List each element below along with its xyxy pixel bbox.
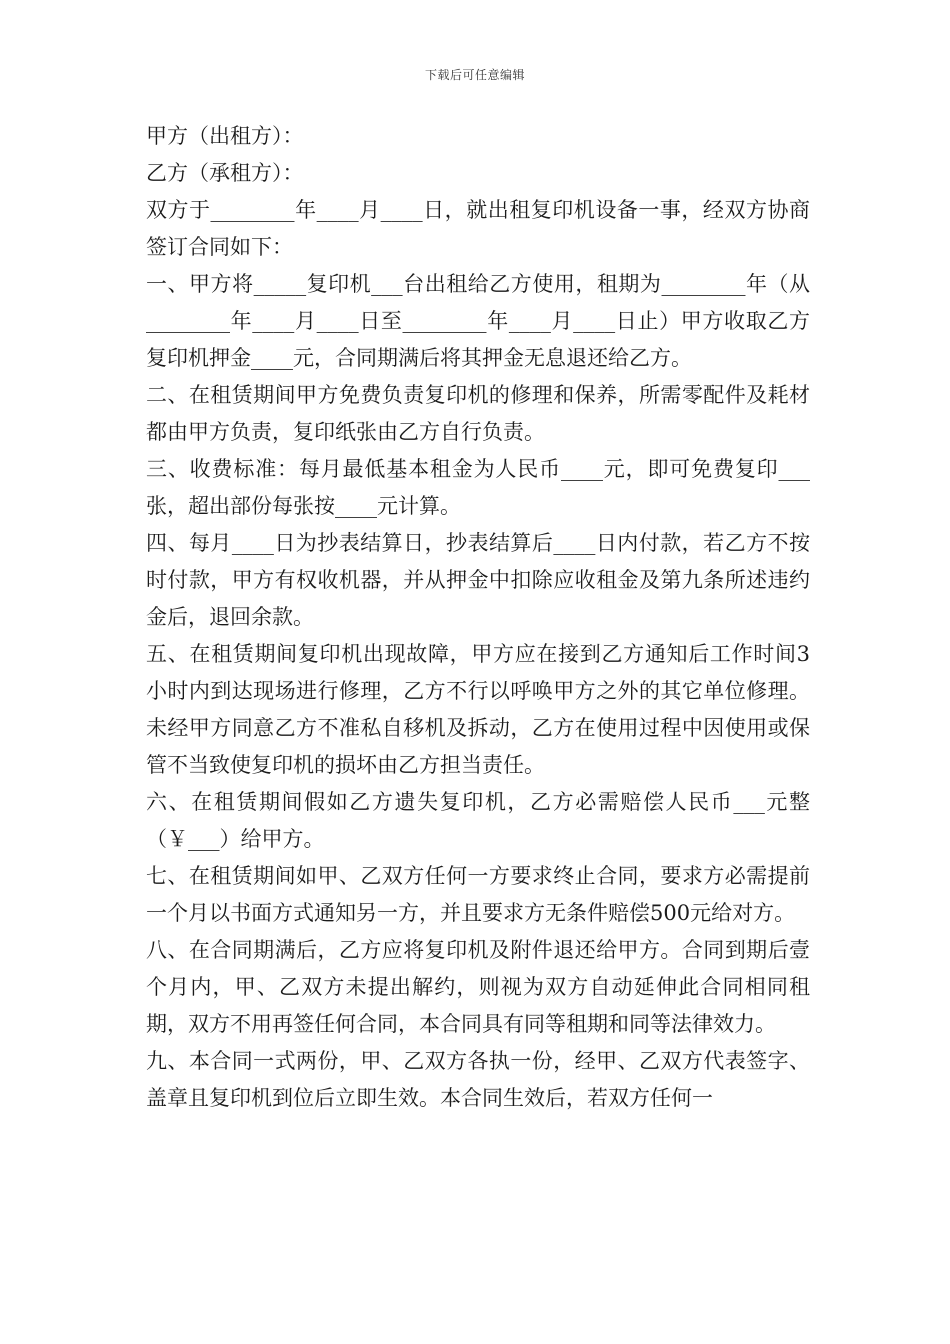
clause-7: 七、在租赁期间如甲、乙双方任何一方要求终止合同，要求方必需提前一个月以书面方式通知另一方，并且要求方无条件赔偿500元给对方。 bbox=[146, 864, 810, 925]
party-a-line: 甲方（出租方）： bbox=[146, 124, 304, 148]
contract-intro: 双方于________年____月____日，就出租复印机设备一事，经双方协商签订合同如下： bbox=[146, 198, 810, 259]
clause-1: 一、甲方将_____复印机___台出租给乙方使用，租期为________年（从________年____月____日至________年____月____日止）甲方收取乙方复印机押金____元，合同期满后将其押金无息退还给乙方。 bbox=[146, 272, 810, 370]
clause-6: 六、在租赁期间假如乙方遗失复印机，乙方必需赔偿人民币___元整（￥___）给甲方。 bbox=[146, 790, 810, 851]
contract-body bbox=[146, 118, 810, 1117]
clause-9: 九、本合同一式两份，甲、乙双方各执一份，经甲、乙双方代表签字、盖章且复印机到位后立即生效。本合同生效后，若双方任何一 bbox=[146, 1049, 810, 1110]
clause-3: 三、收费标准：每月最低基本租金为人民币____元，即可免费复印___张，超出部份每张按____元计算。 bbox=[146, 457, 810, 518]
header-note: 下载后可任意编辑 bbox=[424, 68, 525, 82]
clause-2: 二、在租赁期间甲方免费负责复印机的修理和保养，所需零配件及耗材都由甲方负责，复印纸张由乙方自行负责。 bbox=[146, 383, 810, 444]
clause-5: 五、在租赁期间复印机出现故障，甲方应在接到乙方通知后工作时间3小时内到达现场进行修理，乙方不行以呼唤甲方之外的其它单位修理。未经甲方同意乙方不准私自移机及拆动，乙方在使用过程中因使用或保管不当致使复印机的损坏由乙方担当责任。 bbox=[146, 642, 810, 777]
party-b-line: 乙方（承租方）： bbox=[146, 161, 304, 185]
clause-4: 四、每月____日为抄表结算日，抄表结算后____日内付款，若乙方不按时付款，甲方有权收机器，并从押金中扣除应收租金及第九条所述违约金后，退回余款。 bbox=[146, 531, 810, 629]
clause-8: 八、在合同期满后，乙方应将复印机及附件退还给甲方。合同到期后壹个月内，甲、乙双方未提出解约，则视为双方自动延伸此合同相同租期，双方不用再签任何合同，本合同具有同等租期和同等法律效力。 bbox=[146, 938, 810, 1036]
